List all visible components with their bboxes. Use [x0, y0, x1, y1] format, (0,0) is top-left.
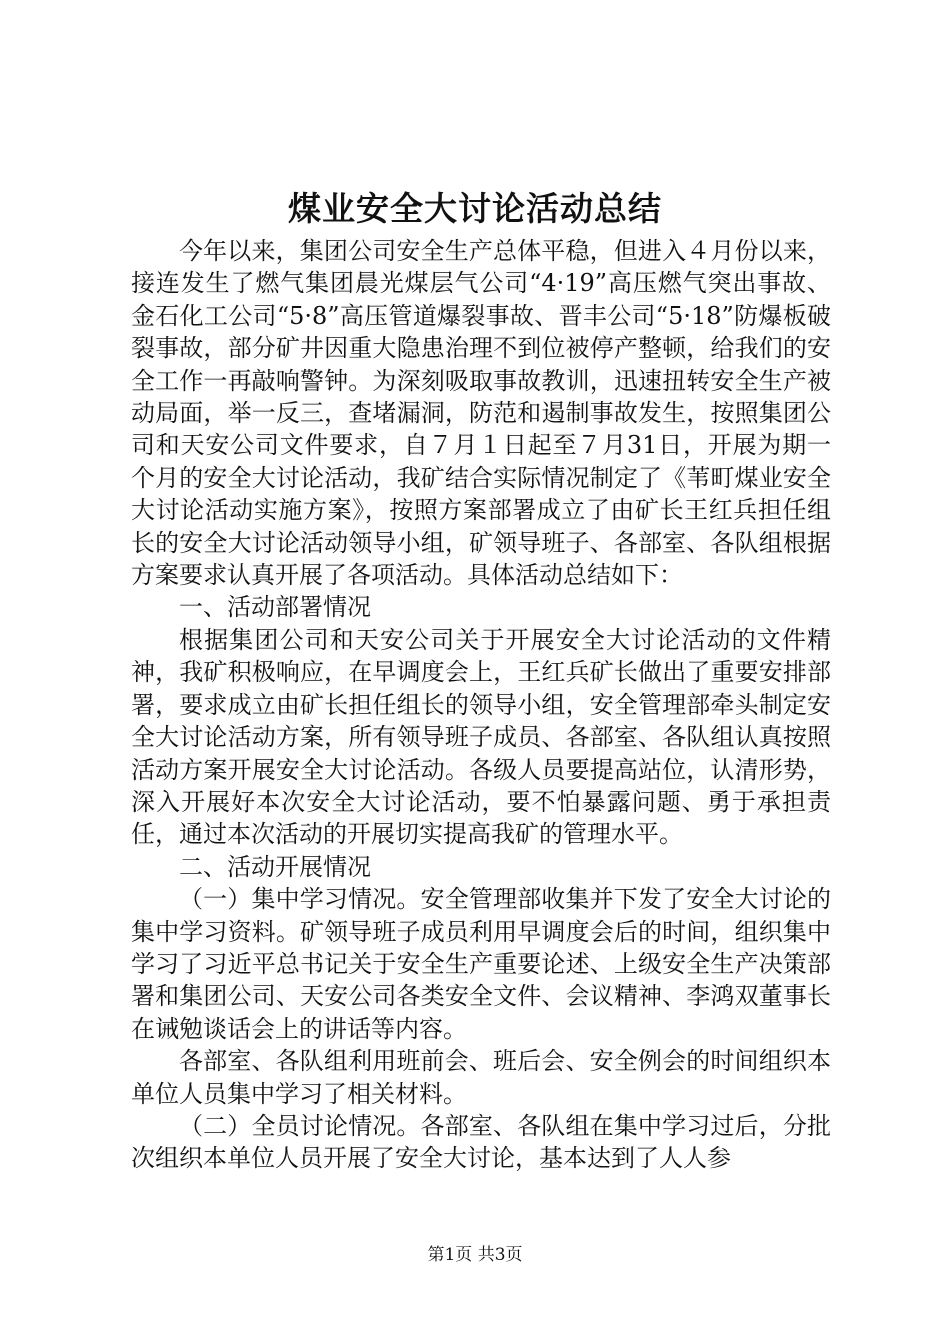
paragraph-teams-study: 各部室、各队组利用班前会、班后会、安全例会的时间组织本单位人员集中学习了相关材料。 — [131, 1047, 831, 1108]
section-heading-deployment: 一、活动部署情况 — [179, 593, 371, 622]
paragraph-deployment: 根据集团公司和天安公司关于开展安全大讨论活动的文件精神，我矿积极响应，在早调度会上，王红兵矿长做出了重要安排部署，要求成立由矿长担任组长的领导小组，安全管理部牵头制定安全大讨论活动方案，所有领导班子成员、各部室、各队组认真按照活动方案开展安全大讨论活动。各级人员要提高站位，认清形势，深入开展好本次安全大讨论活动，要不怕暴露问题、勇于承担责任，通过本次活动的开展切实提高我矿的管理水平。 — [131, 625, 831, 849]
document-body — [131, 235, 831, 1175]
document-title: 煤业安全大讨论活动总结 — [288, 189, 662, 228]
paragraph-study: （一）集中学习情况。安全管理部收集并下发了安全大讨论的集中学习资料。矿领导班子成员利用早调度会后的时间，组织集中学习了习近平总书记关于安全生产重要论述、上级安全生产决策部署和集团公司、天安公司各类安全文件、会议精神、李鸿双董事长在诫勉谈话会上的讲话等内容。 — [131, 885, 831, 1043]
paragraph-discussion: （二）全员讨论情况。各部室、各队组在集中学习过后，分批次组织本单位人员开展了安全大讨论，基本达到了人人参 — [131, 1111, 831, 1173]
page-number: 第1页 共3页 — [427, 1245, 523, 1265]
section-heading-activities: 二、活动开展情况 — [179, 852, 371, 881]
paragraph-intro: 今年以来，集团公司安全生产总体平稳，但进入４月份以来，接连发生了燃气集团晨光煤层气公司“4·19”高压燃气突出事故、金石化工公司“5·8”高压管道爆裂事故、晋丰公司“5·18”防爆板破裂事故，部分矿井因重大隐患治理不到位被停产整顿，给我们的安全工作一再敲响警钟。为深刻吸取事故教训，迅速扭转安全生产被动局面，举一反三，查堵漏洞，防范和遏制事故发生，按照集团公司和天安公司文件要求，自７月１日起至７月31日，开展为期一个月的安全大讨论活动，我矿结合实际情况制定了《苇町煤业安全大讨论活动实施方案》，按照方案部署成立了由矿长王红兵担任组长的安全大讨论活动领导小组，矿领导班子、各部室、各队组根据方案要求认真开展了各项活动。具体活动总结如下： — [131, 237, 831, 590]
